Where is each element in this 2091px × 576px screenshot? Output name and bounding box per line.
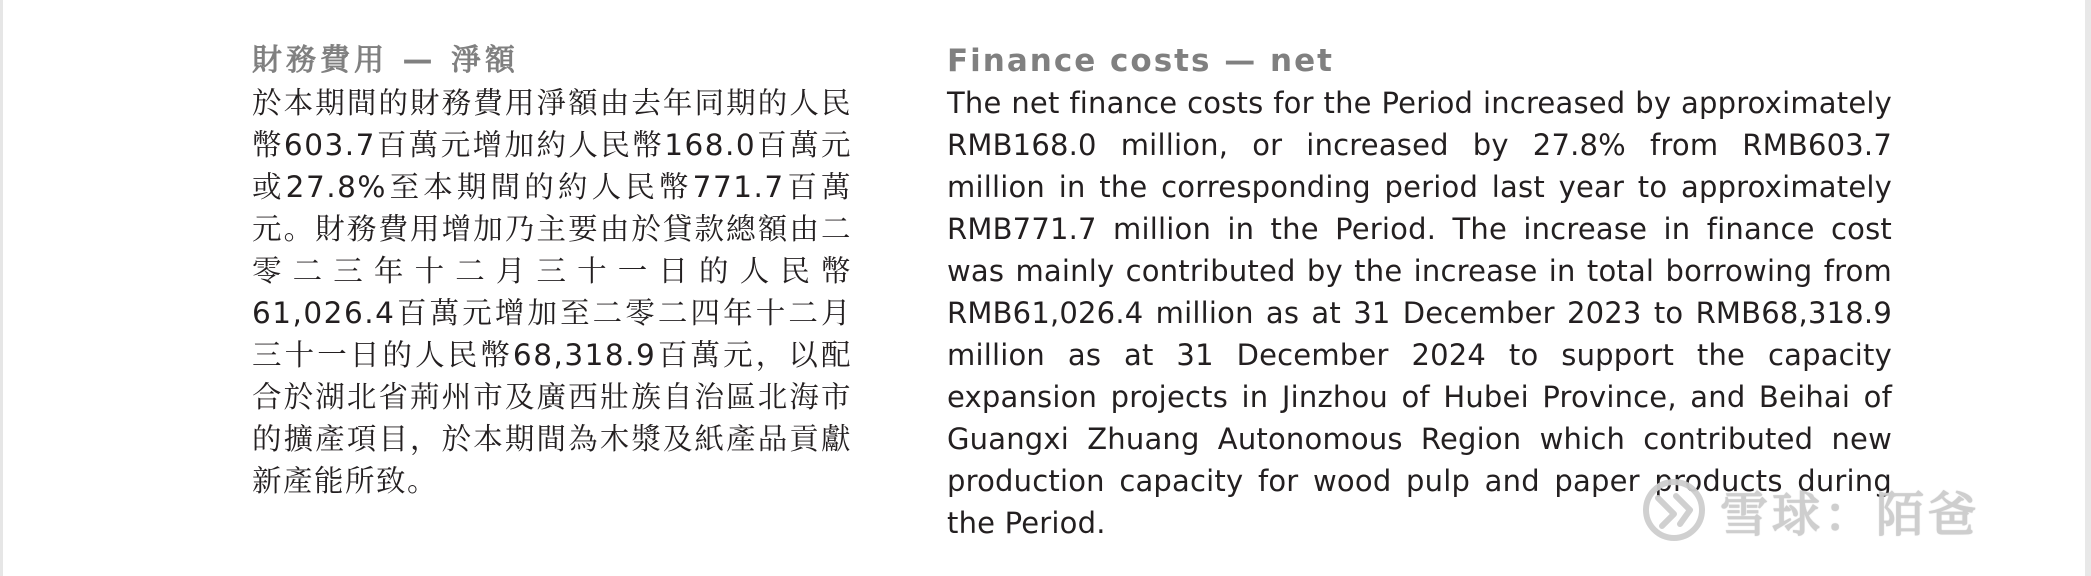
watermark-text: 雪球：陌爸 bbox=[1720, 486, 1981, 543]
chinese-paragraph: 於本期間的財務費用淨額由去年同期的人民幣603.7百萬元增加約人民幣168.0百萬元或27.8%至本期間的約人民幣771.7百萬元。財務費用增加乃主要由於貸款總額由二零二三年十二月三十一日的人民幣61,026.4百萬元增加至二零二四年十二月三十一日的人民幣68,318.9百萬元，以配合於湖北省荊州市及廣西壯族自治區北海市的擴產項目，於本期間為木漿及紙產品貢獻新產能所致。 bbox=[252, 86, 852, 498]
snowball-logo-icon bbox=[1640, 478, 1710, 542]
english-heading: Finance costs — net bbox=[947, 43, 1334, 79]
chinese-column bbox=[252, 40, 852, 502]
english-column bbox=[947, 40, 1892, 544]
chinese-heading: 財務費用 — 淨額 bbox=[252, 43, 519, 78]
watermark bbox=[1640, 478, 1980, 542]
english-paragraph: The net finance costs for the Period increased by approximately RMB168.0 million, or increased by 27.8% from RMB603.7 million in the corresponding period last year to approximately RMB771.7 million in the Period. The increase in finance cost was mainly contributed by the increase in total borrowing from RMB61,026.4 million as at 31 December 2023 to RMB68,318.9 million as at 31 December 2024 to support the capacity expansion projects in Jinzhou of Hubei Province, and Beihai of Guangxi Zhuang Autonomous Region which contributed new production capacity for wood pulp and paper products during the Period. bbox=[947, 86, 1892, 540]
